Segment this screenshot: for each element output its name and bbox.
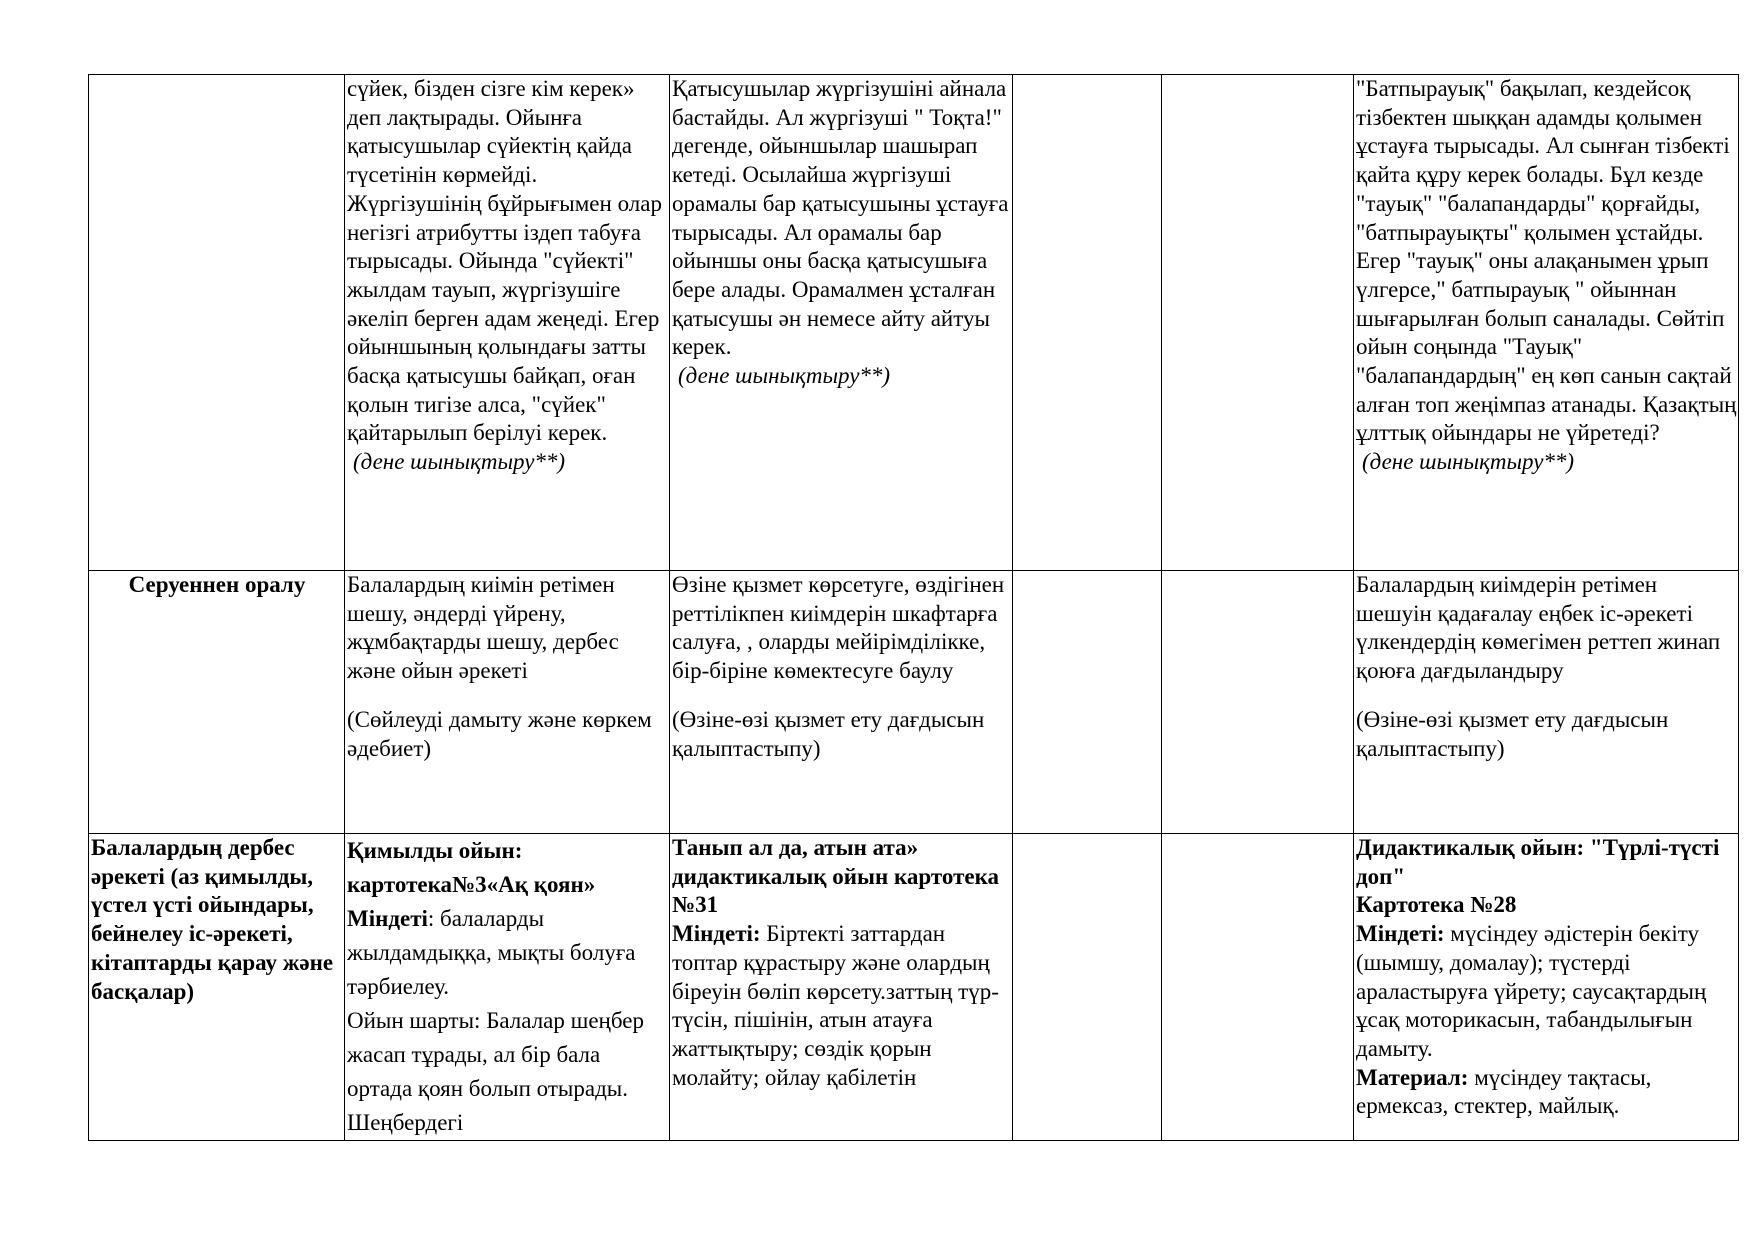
tuesday-task-text: Біртекті заттардан топтар құрастыру және олардың біреуін бөліп көрсету.заттың түр-түсін, пішінін, атын атауға жаттықтыру; сөздік қорын молайту; ойлау қабілетін: [672, 921, 999, 1090]
tuesday-activity-text: Өзіне қызмет көрсетуге, өздігінен реттілікпен киімдерін шкафтарға салуға, , оларды мейірімділікке, бір-біріне көмектесуге баулу: [672, 572, 1005, 684]
friday-cell: [1354, 834, 1739, 1141]
tuesday-cell: [670, 75, 1013, 571]
monday-task-text: : балаларды жылдамдыққа, мықты болуға тәрбиелеу.: [347, 906, 636, 999]
friday-task-text: мүсіндеу әдістерін бекіту (шымшу, домалау); түстерді араластыруға үйрету; саусақтардың ұсақ моторикасын, табандылығын дамыту.: [1356, 921, 1707, 1061]
table-row: [89, 571, 1739, 834]
monday-cell: [345, 75, 670, 571]
monday-cell: [345, 834, 670, 1141]
monday-game-title: Қимылды ойын: картотека№3«Ақ қоян»: [347, 838, 596, 897]
table-row: [89, 75, 1739, 571]
monday-activity-text: Балалардың киімін ретімен шешу, әндерді үйрену, жұмбақтарды шешу, дербес және ойын әрекеті: [347, 572, 619, 684]
friday-task-label: Міндеті:: [1356, 921, 1445, 947]
tuesday-activity-note: (дене шынықтыру**): [678, 363, 891, 389]
friday-card-number: Картотека №28: [1356, 892, 1517, 918]
tuesday-cell: [670, 571, 1013, 834]
monday-activity-note: (Сөйлеуді дамыту және көркем әдебиет): [347, 706, 652, 761]
thursday-cell: [1162, 834, 1354, 1141]
monday-cell: [345, 571, 670, 834]
tuesday-game-title: Танып ал да, атын ата» дидактикалық ойын картотека №31: [672, 835, 999, 918]
row-label-cell: Балалардың дербес әрекеті (аз қимылды, үстел үсті ойындары, бейнелеу іс-әрекеті, кітаптарды қарау және басқалар): [89, 834, 345, 1141]
tuesday-task-label: Міндеті:: [672, 921, 761, 947]
friday-cell: [1354, 571, 1739, 834]
tuesday-activity-text: Қатысушылар жүргізушіні айнала бастайды. Ал жүргізуші " Тоқта!" дегенде, ойыншылар шашырап кетеді. Осылайша жүргізуші орамалы бар қатысушыны ұстауға тырысады. Ал орамалы бар ойыншы оны басқа қатысушыға бере алады. Орамалмен ұсталған қатысушы ән немесе айту айтуы керек.: [672, 76, 1009, 360]
monday-task-label: Міндеті: [347, 906, 428, 931]
friday-material-text: мүсіндеу тақтасы, ермексаз, стектер, майлық.: [1356, 1064, 1652, 1119]
schedule-table: [88, 74, 1739, 1141]
friday-activity-text: Балалардың киімдерін ретімен шешуін қадағалау еңбек іс-әрекеті үлкендердің көмегімен реттеп жинап қоюға дағдыландыру: [1356, 572, 1721, 684]
wednesday-cell: [1013, 834, 1162, 1141]
tuesday-cell: [670, 834, 1013, 1141]
tuesday-activity-note: (Өзіне-өзі қызмет ету дағдысын қалыптастыпу): [672, 706, 985, 761]
friday-activity-note: (Өзіне-өзі қызмет ету дағдысын қалыптастыпу): [1356, 706, 1669, 761]
thursday-cell: [1162, 75, 1354, 571]
monday-game-rules: Ойын шарты: Балалар шеңбер жасап тұрады, ал бір бала ортада қоян болып отырады. Шеңбердегі: [347, 1008, 644, 1135]
row-label-cell: [89, 75, 345, 571]
row-label-cell: Серуеннен оралу: [89, 571, 345, 834]
wednesday-cell: [1013, 75, 1162, 571]
friday-material-label: Материал:: [1356, 1064, 1469, 1090]
friday-activity-note: (дене шынықтыру**): [1362, 449, 1575, 475]
wednesday-cell: [1013, 571, 1162, 834]
friday-cell: [1354, 75, 1739, 571]
monday-activity-note: (дене шынықтыру**): [353, 449, 566, 475]
friday-activity-text: "Батпырауық" бақылап, кездейсоқ тізбектен шыққан адамды қолымен ұстауға тырысады. Ал сынған тізбекті қайта құру керек болады. Бұл кезде "тауық" "балапандарды" қорғайды, "батпырауықты" қолымен ұстайды. Егер "тауық" оны алақанымен ұрып үлгерсе," батпырауық " ойыннан шығарылған болып саналады. Сөйтіп ойын соңында "Тауық" "балапандардың" ең көп санын сақтай алған топ жеңімпаз атанады. Қазақтың ұлттық ойындары не үйретеді?: [1356, 76, 1737, 446]
table-row: [89, 834, 1739, 1141]
friday-game-title: Дидактикалық ойын: "Түрлі-түсті доп": [1356, 835, 1720, 889]
thursday-cell: [1162, 571, 1354, 834]
monday-activity-text: сүйек, бізден сізге кім керек» деп лақтырады. Ойынға қатысушылар сүйектің қайда түсетінін көрмейді. Жүргізушінің бұйрығымен олар негізгі атрибутты іздеп табуға тырысады. Ойында "сүйекті" жылдам тауып, жүргізушіге әкеліп берген адам жеңеді. Егер ойыншының қолындағы затты басқа қатысушы байқап, оған қолын тигізе алса, "сүйек" қайтарылып берілуі керек.: [347, 76, 662, 446]
